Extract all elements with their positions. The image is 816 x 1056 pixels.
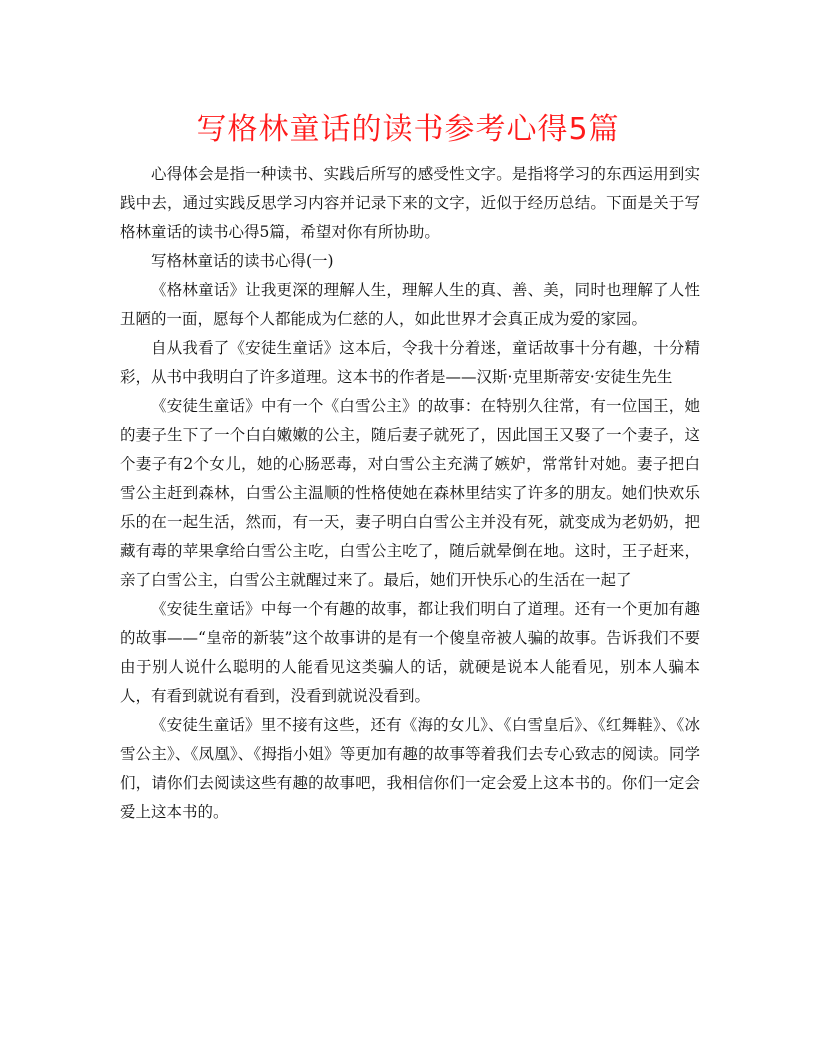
section-heading: 写格林童话的读书心得(一) <box>151 252 334 270</box>
paragraph: 《安徒生童话》里不接有这些，还有《海的女儿》、《白雪皇后》、《红舞鞋》、《冰雪公主》、《凤凰》、《拇指小姐》等更加有趣的故事等着我们去专心致志的阅读。同学们，请你们去阅读这些有趣的故事吧，我相信你们一定会爱上这本书的。你们一定会爱上这本书的。 <box>120 716 700 821</box>
document-title: 写格林童话的读书参考心得5篇 <box>196 112 620 147</box>
paragraph: 《安徒生童话》中有一个《白雪公主》的故事：在特别久往常，有一位国王，她的妻子生下了一个白白嫩嫩的公主，随后妻子就死了，因此国王又娶了一个妻子，这个妻子有2个女儿，她的心肠恶毒，对白雪公主充满了嫉妒，常常针对她。妻子把白雪公主赶到森林，白雪公主温顺的性格使她在森林里结实了许多的朋友。她们快欢乐乐的在一起生活，然而，有一天，妻子明白白雪公主并没有死，就变成为老奶奶，把藏有毒的苹果拿给白雪公主吃，白雪公主吃了，随后就晕倒在地。这时，王子赶来，亲了白雪公主，白雪公主就醒过来了。最后，她们开快乐心的生活在一起了 <box>120 397 700 589</box>
document-body <box>120 160 700 827</box>
paragraph: 自从我看了《安徒生童话》这本后，令我十分着迷，童话故事十分有趣，十分精彩，从书中我明白了许多道理。这本书的作者是——汉斯·克里斯蒂安·安徒生先生 <box>120 339 700 386</box>
paragraph: 《安徒生童话》中每一个有趣的故事，都让我们明白了道理。还有一个更加有趣的故事——“皇帝的新装”这个故事讲的是有一个傻皇帝被人骗的故事。告诉我们不要由于别人说什么聪明的人能看见这类骗人的话，就硬是说本人能看见，别本人骗本人，有看到就说有看到，没看到就说没看到。 <box>120 600 700 705</box>
paragraph: 《格林童话》让我更深的理解人生，理解人生的真、善、美，同时也理解了人性丑陋的一面，愿每个人都能成为仁慈的人，如此世界才会真正成为爱的家园。 <box>120 281 700 328</box>
paragraph-intro: 心得体会是指一种读书、实践后所写的感受性文字。是指将学习的东西运用到实践中去，通过实践反思学习内容并记录下来的文字，近似于经历总结。下面是关于写格林童话的读书心得5篇，希望对你有所协助。 <box>120 165 700 241</box>
